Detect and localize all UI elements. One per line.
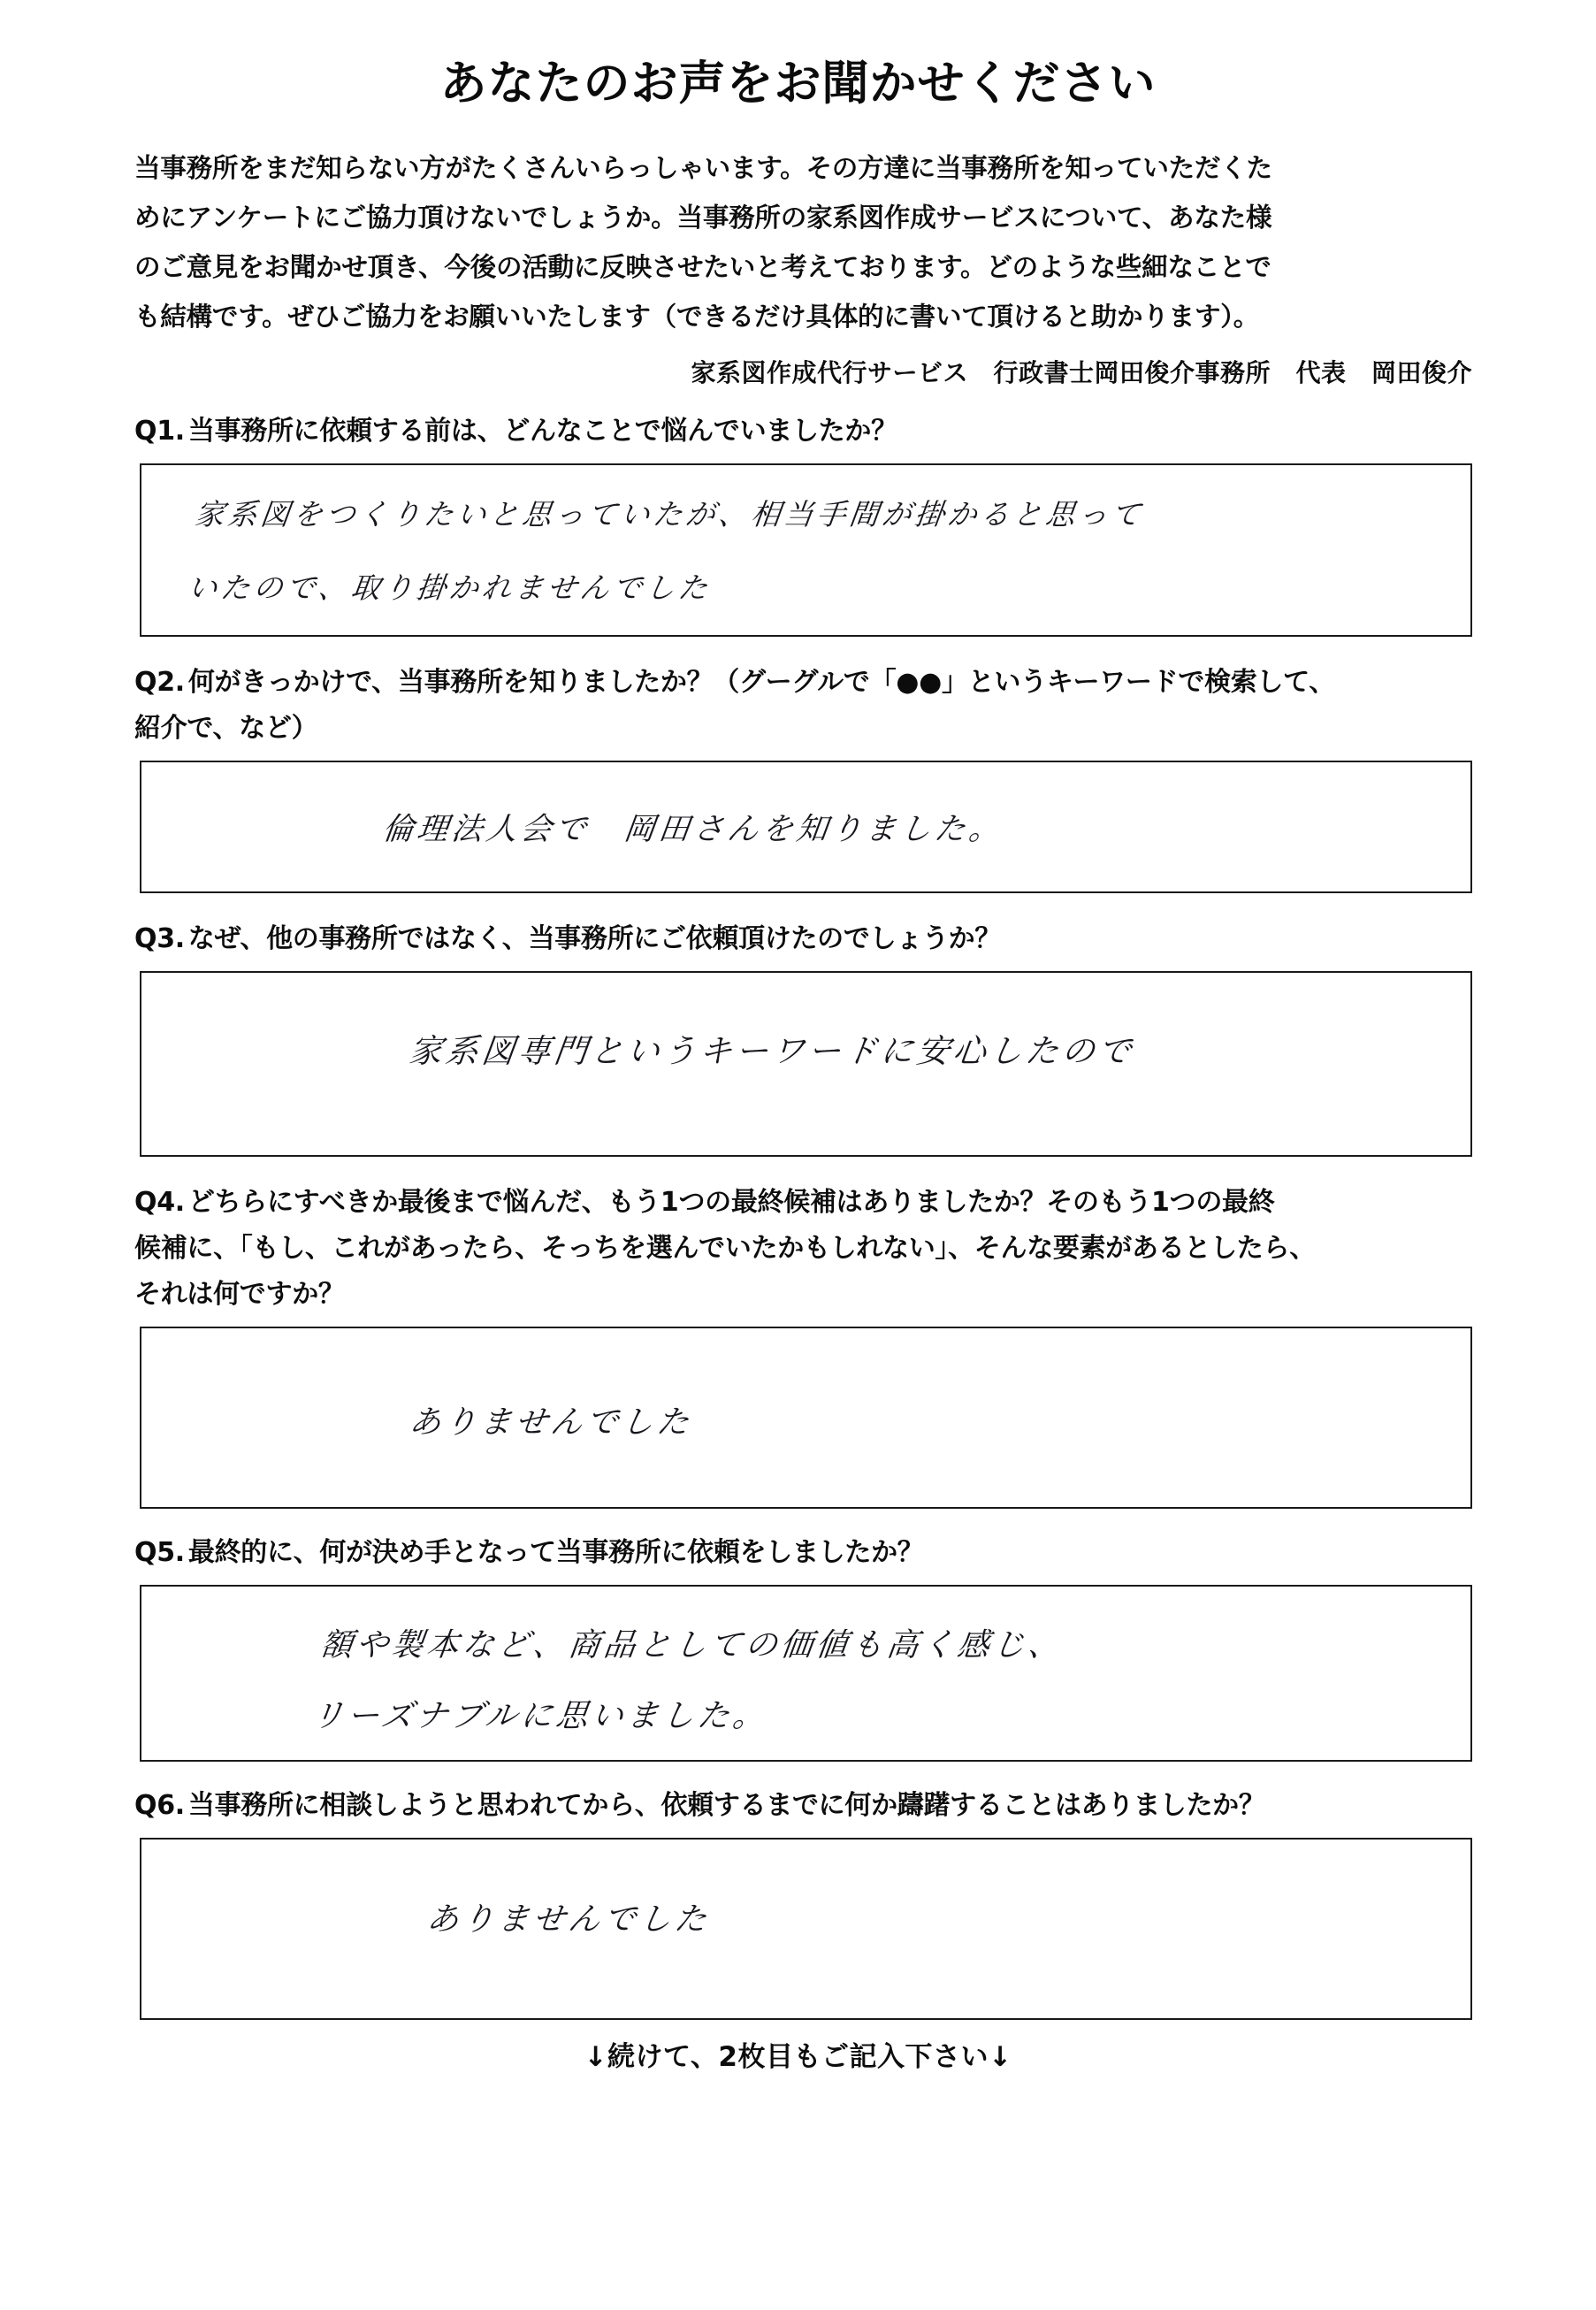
question-block-q2	[0, 660, 1596, 893]
question-text-q2-line-2-wrap	[134, 706, 1596, 752]
handwritten-answer-q1-line-1: 家系図をつくりたいと思っていたが、相当手間が掛かると思って	[193, 497, 1147, 532]
intro-line-3: のご意見をお聞かせ頂き、今後の活動に反映させたいと考えております。どのような些細なことで	[134, 252, 1271, 282]
intro-line-2: めにアンケートにご協力頂けないでしょうか。当事務所の家系図作成サービスについて、あなた様	[134, 203, 1272, 233]
handwritten-answer-q1-line-2: いたので、取り掛かれませんでした	[186, 570, 714, 605]
question-label-q5	[134, 1530, 1596, 1576]
handwritten-answer-q3-line-1: 家系図専門というキーワードに安心したので	[407, 1032, 1137, 1070]
question-label-q3	[134, 916, 1596, 962]
question-block-q5	[0, 1530, 1596, 1762]
question-label-q2	[134, 660, 1596, 706]
question-text-q4-line-3: それは何ですか？	[134, 1279, 345, 1310]
intro-paragraph	[134, 143, 1463, 341]
question-text-q4-line-2: 候補に、「もし、これがあったら、そっちを選んでいたかもしれない」、そんな要素があるとしたら、	[134, 1233, 1316, 1264]
question-text-q5-line-1: 最終的に、何が決め手となって当事務所に依頼をしましたか？	[187, 1537, 924, 1568]
question-number-q6: Q6.	[134, 1790, 185, 1821]
question-number-q1: Q1.	[134, 416, 185, 447]
question-text-q4-line-1: どちらにすべきか最後まで悩んだ、もう1つの最終候補はありましたか？そのもう1つの最終	[187, 1187, 1275, 1218]
handwritten-answer-q5-line-1: 額や製本など、商品としての価値も高く感じ、	[318, 1627, 1066, 1664]
page-title: あなたのお声をお聞かせください	[439, 57, 1157, 111]
question-block-q4	[0, 1180, 1596, 1509]
question-label-q6	[134, 1783, 1596, 1829]
question-number-q4: Q4.	[134, 1187, 185, 1218]
question-text-q6-line-1: 当事務所に相談しようと思われてから、依頼するまでに何か躊躇することはありましたか？	[187, 1790, 1265, 1821]
question-text-q4-line-2-wrap	[134, 1226, 1596, 1272]
handwritten-answer-q5-line-2: リーズナブルに思いました。	[309, 1698, 771, 1734]
question-block-q3	[0, 916, 1596, 1157]
handwritten-answer-q4-line-1: ありませんでした	[407, 1404, 695, 1441]
answer-box-q6[interactable]	[140, 1838, 1472, 2020]
question-text-q2-line-1: 何がきっかけで、当事務所を知りましたか？（グーグルで「●●」というキーワードで検索して、	[187, 667, 1335, 698]
question-block-q6	[0, 1783, 1596, 2020]
answer-box-q5[interactable]	[140, 1585, 1472, 1762]
footer-continue-note: ↓続けて、2枚目もご記入下さい↓	[584, 2041, 1012, 2073]
question-text-q2-line-2: 紹介で、など）	[134, 713, 318, 744]
answer-box-q1[interactable]	[140, 463, 1472, 637]
question-block-q1	[0, 409, 1596, 637]
question-label-q1	[134, 409, 1596, 455]
question-label-q4	[134, 1180, 1596, 1226]
provider-signature: 家系図作成代行サービス 行政書士岡田俊介事務所 代表 岡田俊介	[691, 358, 1472, 387]
answer-box-q3[interactable]	[140, 971, 1472, 1157]
question-number-q3: Q3.	[134, 923, 185, 954]
question-text-q1-line-1: 当事務所に依頼する前は、どんなことで悩んでいましたか？	[187, 416, 897, 447]
handwritten-answer-q2-line-1: 倫理法人会で 岡田さんを知りました。	[380, 812, 1006, 847]
survey-page	[0, 46, 1596, 2310]
intro-line-1: 当事務所をまだ知らない方がたくさんいらっしゃいます。その方達に当事務所を知っていただくた	[134, 153, 1272, 183]
question-text-q3-line-1: なぜ、他の事務所ではなく、当事務所にご依頼頂けたのでしょうか？	[187, 923, 1002, 954]
question-text-q4-line-3-wrap	[134, 1272, 1596, 1318]
question-number-q2: Q2.	[134, 667, 185, 698]
handwritten-answer-q6-line-1: ありませんでした	[424, 1901, 713, 1938]
answer-box-q2[interactable]	[140, 761, 1472, 893]
question-number-q5: Q5.	[134, 1537, 185, 1568]
answer-box-q4[interactable]	[140, 1327, 1472, 1509]
intro-line-4: も結構です。ぜひご協力をお願いいたします（できるだけ具体的に書いて頂けると助かります）。	[134, 302, 1260, 332]
